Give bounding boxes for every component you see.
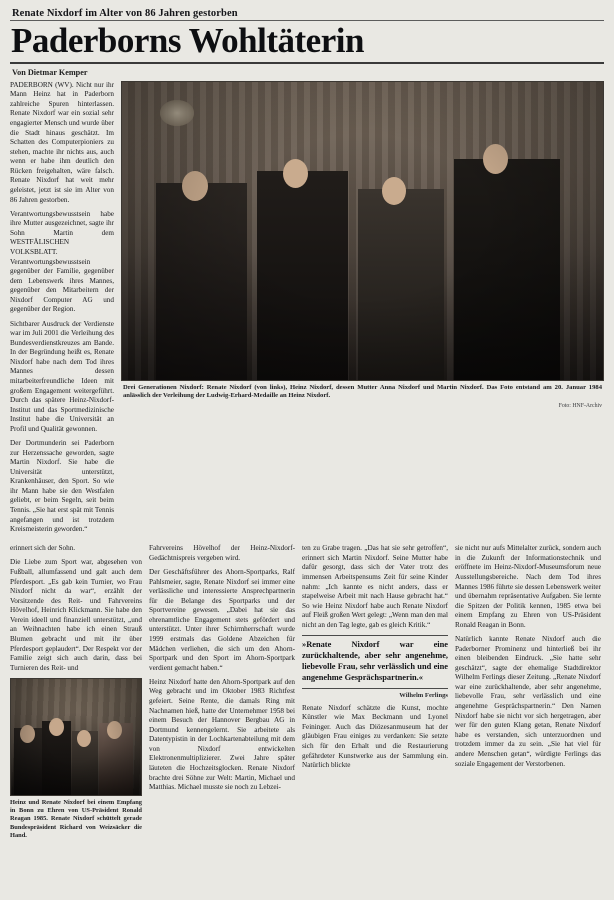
lead-paragraph-4: Der Dortmunderin sei Paderborn zur Herzenssache geworden, sagte Martin Nixdorf. Sie habe die Universität unterstützt, Krankenhäuser, den Sport. So wie ihr Mann habe sie den Westfalen geliebt, er beim Segeln, seit beim Tennis. „Sie hat erst spät mit Tennis angefangen und ist trotzdem Kreismeisterin geworden.“ [10, 439, 114, 534]
bottom-photo-caption: Heinz und Renate Nixdorf bei einem Empfang in Bonn zu Ehren von US-Präsident Ronald Reagan 1985. Renate Nixdorf schüttelt gerade Bundespräsident Richard von Weizsäcker die Hand. [10, 798, 142, 840]
top-photo-credit: Foto: HNF-Archiv [558, 402, 602, 409]
photo-reagan-reception [10, 678, 142, 796]
c1-paragraph-2: Die Liebe zum Sport war, abgesehen von Fußball, allumfassend und galt auch dem Pferdesport. „Es gab kein Turnier, wo Frau Nixdorf nicht da war“, erzählt der Vorsitzende des Reit- und Fahrvereins Hövelhof, Heinrich Klickmann. Sie habe den Verein ideell und finanziell unterstützt, „und an Weihnachten habe ich einen Strauß Blumen gebracht und mit ihr über Pferdesport geplaudert“. Der Respekt vor der Familie zeigt sich auch darin, dass bei Turnieren des Reit- und [10, 558, 142, 672]
body-column-3 [302, 544, 448, 840]
c1-paragraph-1: erinnert sich der Sohn. [10, 544, 76, 553]
lead-paragraph-1: PADERBORN (WV). Nicht nur ihr Mann Heinz hat in Paderborn zahlreiche Spuren hinterlassen. Renate Nixdorf war ein sozial sehr engagierter Mensch und wurde über die Stadt hinaus geschätzt. Im Schatten des Computerpioniers zu stehen, machte ihr nichts aus, auch wenn er habe ihm deutlich den Rücken freigehalten, wäre falsch. Renate Nixdorf hat weit mehr geleistet, jetzt ist sie im Alter von 86 Jahren gestorben. [10, 80, 114, 204]
body-column-1 [10, 544, 142, 840]
pull-quote: »Renate Nixdorf war eine zurückhaltende, aber sehr angenehme, liebevolle Frau, sehr verlässlich und eine angenehme Gesprächspartnerin.« [302, 635, 448, 689]
top-photo-caption: Drei Generationen Nixdorf: Renate Nixdorf (von links), Heinz Nixdorf, dessen Mutter Anna Nixdorf und Martin Nixdorf. Das Foto entstand am 20. Januar 1984 anlässlich der Verleihung der Ludwig-Erhard-Medaille an Heinz Nixdorf. [123, 383, 602, 400]
divider-headline [10, 62, 604, 64]
c3-paragraph-2: Renate Nixdorf schätzte die Kunst, mochte Künstler wie Max Beckmann und Lyonel Feininger. Auch das Diözesanmuseum hat der gläubigen Frau einiges zu verdanken: Sie setzte sich für den Erhalt und die Restaurierung gefährdeter Kunstwerke aus der Sammlung ein. Natürlich blickte [302, 703, 448, 770]
photo-vignette [122, 82, 603, 380]
c2-paragraph-3: Heinz Nixdorf hatte den Ahorn-Sportpark auf den Weg gebracht und im Oktober 1983 Richtfest gefeiert. Seine Rente, die damals Ring mit Nachnamen hieß, hatte der Unternehmer 1958 bei einem Besuch der Hannover Bergbau AG in Dortmund kennengelernt. Sie arbeitete als Datentypistin in der Lochkartenabteilung mit dem von Nixdorf entwickelten Elektronenmultiplizierer. Zwei Jahre später läuteten die Hochzeitsglocken. Renate Nixdorf brachte drei Söhne zur Welt: Martin, Michael und Matthias. Michael musste sie noch zu Lebzei- [149, 677, 295, 792]
c4-paragraph-2: Natürlich kannte Renate Nixdorf auch die Paderborner Prominenz und hinterließ bei ihr einen bleibenden Eindruck. „Sie hatte sehr geschätzt“, sagte der ehemalige Stadtdirektor Wilhelm Ferlings dieser Zeitung. „Renate Nixdorf war eine zurückhaltende, aber sehr angenehme, liebevolle Frau, sehr verlässlich und eine angenehme Gesprächspartnerin.“ Den Namen Nixdorf habe sie nicht vor sich hergetragen, aber wer für den guten Klang getan, Renate Nixdorf habe es verstanden, sich unterzuordnen und trotzdem immer da zu sein. „Sie hat viel für andere Menschen getan“, würdigte Ferlings das soziale Engagement der Verstorbenen. [455, 634, 601, 768]
top-photo-block [121, 81, 604, 409]
article-byline: Von Dietmar Kemper [12, 67, 88, 77]
lead-paragraph-3: Sichtbarer Ausdruck der Verdienste war im Juli 2001 die Verleihung des Bundesverdienstkreuzes am Bande. In der Begründung heißt es, Renate Nixdorf habe nach dem Tod ihres Mannes dessen mitarbeiterfreundliche Ideen mit großem Engagement weitergeführt. Durch das spätere Heinz-Nixdorf-Institut und das Sportmedizinische Institut habe die Universität an Profil und Qualität gewonnen. [10, 319, 114, 433]
c2-paragraph-1: Fahrvereins Hövelhof der Heinz-Nixdorf-Gedächtnispreis vergeben wird. [149, 544, 295, 562]
page-title: Paderborns Wohltäterin [11, 21, 364, 60]
body-column-2 [149, 544, 295, 840]
c3-paragraph-1: ten zu Grabe tragen. „Das hat sie sehr getroffen“, erinnert sich Martin Nixdorf. Seine Mutter habe dafür gesorgt, dass sich der Vater trotz des immensen Arbeitspensums Zeit für seine Kinder nahm: „Ich kannte es nicht anders, dass er stapelweise Arbeit mit nach Hause gebracht hat.“ So wie Heinz Nixdorf habe auch Renate Nixdorf auf Fleiß großen Wert gelegt: „Wenn man den mal nicht an den Tag legte, gab es gleich Kritik.“ [302, 544, 448, 629]
photo-three-generations-nixdorf [121, 81, 604, 381]
lead-paragraph-2: Verantwortungsbewusstsein habe ihre Mutter ausgezeichnet, sagte ihr Sohn Martin dem WESTFÄLISCHEN VOLKSBLATT. Verantwortungsbewusstsein gegenüber der Familie, gegenüber dem Lebenswerk ihres Mannes, gegenüber den Mitarbeitern der Nixdorf Computer AG und gegenüber der Region. [10, 209, 114, 314]
pull-quote-attribution: Wilhelm Ferlings [399, 691, 448, 699]
body-column-4 [455, 544, 601, 840]
lead-column [10, 81, 114, 540]
c2-paragraph-2: Der Geschäftsführer des Ahorn-Sportparks, Ralf Pahlsmeier, sagte, Renate Nixdorf sei immer eine verlässliche und interessierte Ansprechpartnerin für die Belange des Sportparks und der Sportvereine gewesen. „Dabei hat sie das ehrenamtliche Engagement stets gefördert und unterstützt. Unter ihrer Schirmherrschaft wurde 1999 erstmals das Goldene Abzeichen für Mädchen verliehen, die sich um den Ahorn-Sportpark und den Sport im Ahorn-Sportpark verdient gemacht haben.“ [149, 567, 295, 672]
c4-paragraph-1: sie nicht nur aufs Mittelalter zurück, sondern auch in die Zukunft der Informationstechnik und eröffnete im Heinz-Nixdorf-Museumsforum neue Ausstellungsbereiche. Nach dem Tod ihres Mannes 1986 führte sie dessen Lebenswerk weiter und übernahm repräsentative Aufgaben. Sie lernte die Spitzen der Politik kennen, 1985 etwa bei einem Empfang zu Ehren von US-Präsident Ronald Reagan in Bonn. [455, 544, 601, 629]
bottom-photo-vignette [11, 679, 141, 795]
article-body [10, 544, 604, 840]
article-kicker: Renate Nixdorf im Alter von 86 Jahren gestorben [12, 8, 238, 19]
top-section [10, 81, 604, 540]
